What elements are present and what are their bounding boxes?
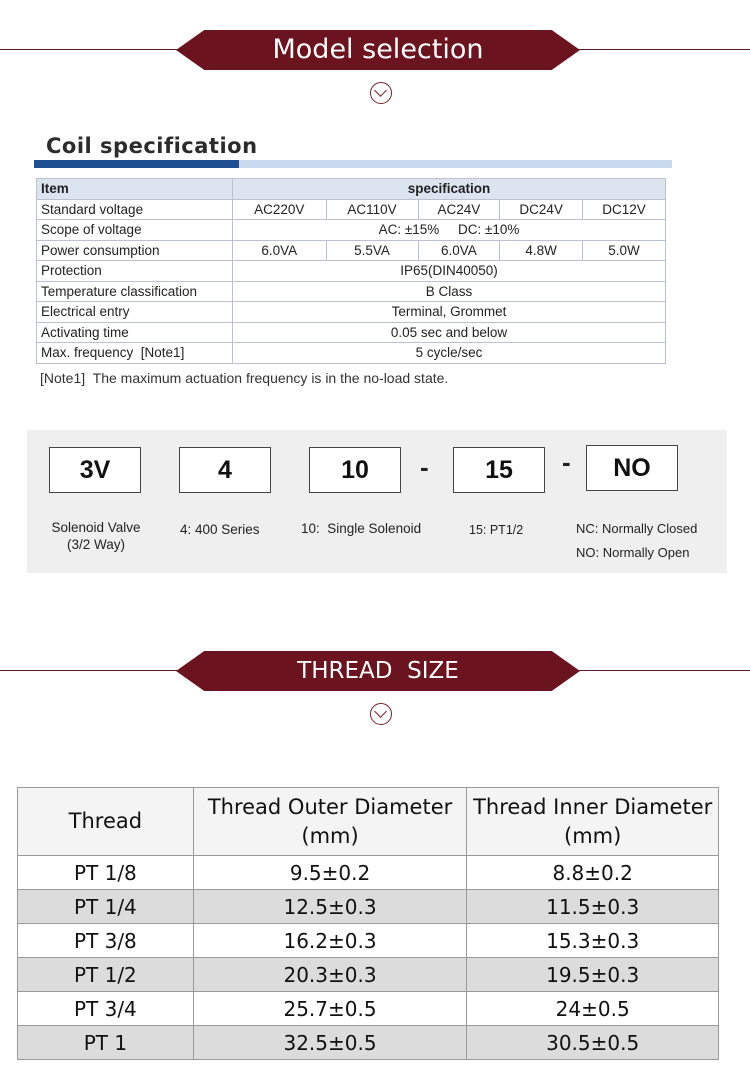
- header-item: Item: [37, 179, 233, 200]
- cell-outer: 25.7±0.5: [193, 992, 467, 1026]
- section-banner-thread-size: [0, 651, 750, 691]
- thread-size-table: [17, 787, 719, 1060]
- row-label: Max. frequency [Note1]: [37, 343, 233, 364]
- cell: AC220V: [233, 199, 327, 220]
- cell-inner: 11.5±0.3: [467, 890, 719, 924]
- code-box-series: 4: [179, 447, 271, 493]
- cell: 5 cycle/sec: [233, 343, 666, 364]
- desc-type: [45, 520, 147, 552]
- table-row: [18, 992, 719, 1026]
- cell-outer: 20.3±0.3: [193, 958, 467, 992]
- desc-nc: NC: Normally Closed: [576, 521, 698, 536]
- section-title: Model selection: [272, 34, 484, 65]
- table-header-row: [18, 788, 719, 856]
- table-row: [37, 302, 666, 323]
- table-row: [37, 240, 666, 261]
- cell-outer: 9.5±0.2: [193, 856, 467, 890]
- cell-thread: PT 3/4: [18, 992, 194, 1026]
- cell: 5.0W: [583, 240, 666, 261]
- coil-spec-table: [36, 178, 666, 364]
- cell: IP65(DIN40050): [233, 261, 666, 282]
- cell-thread: PT 1/8: [18, 856, 194, 890]
- desc-type-line1: Solenoid Valve: [51, 520, 141, 535]
- cell-thread: PT 1: [18, 1026, 194, 1060]
- cell: DC12V: [583, 199, 666, 220]
- header-outer-diameter: [193, 788, 467, 856]
- table-row: [37, 343, 666, 364]
- cell-inner: 15.3±0.3: [467, 924, 719, 958]
- cell: 5.5VA: [326, 240, 418, 261]
- table-header-row: [37, 179, 666, 200]
- cell-outer: 32.5±0.5: [193, 1026, 467, 1060]
- coil-spec-title: Coil specification: [46, 134, 258, 158]
- header-thread: Thread: [18, 788, 194, 856]
- cell: Terminal, Grommet: [233, 302, 666, 323]
- row-label: Activating time: [37, 322, 233, 343]
- coil-title-underline: [34, 160, 672, 168]
- header-inner-line1: Thread Inner Diameter: [473, 794, 713, 819]
- model-code-panel: [27, 430, 727, 573]
- desc-solenoid: 10: Single Solenoid: [301, 521, 422, 536]
- table-row: [37, 220, 666, 241]
- cell: AC24V: [418, 199, 500, 220]
- cell-inner: 19.5±0.3: [467, 958, 719, 992]
- cell-thread: PT 3/8: [18, 924, 194, 958]
- cell: AC: ±15% DC: ±10%: [233, 220, 666, 241]
- cell: 6.0VA: [418, 240, 500, 261]
- code-separator: -: [420, 452, 429, 482]
- row-label: Standard voltage: [37, 199, 233, 220]
- header-inner-line2: (mm): [564, 823, 622, 848]
- cell-thread: PT 1/4: [18, 890, 194, 924]
- chevron-down-icon[interactable]: [370, 82, 392, 104]
- table-row: [37, 281, 666, 302]
- desc-no: NO: Normally Open: [576, 545, 690, 560]
- section-banner-model-selection: [0, 30, 750, 70]
- row-label: Scope of voltage: [37, 220, 233, 241]
- header-outer-line2: (mm): [301, 823, 359, 848]
- table-row: [18, 890, 719, 924]
- cell-inner: 30.5±0.5: [467, 1026, 719, 1060]
- code-box-type: 3V: [49, 447, 141, 493]
- row-label: Power consumption: [37, 240, 233, 261]
- table-row: [18, 856, 719, 890]
- section-title: THREAD SIZE: [297, 658, 459, 684]
- code-box-contact: NO: [586, 445, 678, 491]
- banner-line-right: [550, 49, 750, 50]
- cell-thread: PT 1/2: [18, 958, 194, 992]
- cell: DC24V: [500, 199, 583, 220]
- cell-outer: 16.2±0.3: [193, 924, 467, 958]
- banner-line-right: [550, 670, 750, 671]
- row-label: Temperature classification: [37, 281, 233, 302]
- table-row: [37, 199, 666, 220]
- header-specification: specification: [233, 179, 666, 200]
- cell: B Class: [233, 281, 666, 302]
- row-label: Protection: [37, 261, 233, 282]
- table-row: [18, 1026, 719, 1060]
- cell-inner: 24±0.5: [467, 992, 719, 1026]
- cell: 4.8W: [500, 240, 583, 261]
- table-row: [37, 322, 666, 343]
- cell: 6.0VA: [233, 240, 327, 261]
- desc-series: 4: 400 Series: [180, 522, 260, 537]
- chevron-down-icon[interactable]: [370, 703, 392, 725]
- code-separator: -: [562, 447, 571, 477]
- table-row: [18, 958, 719, 992]
- cell-inner: 8.8±0.2: [467, 856, 719, 890]
- code-box-port: 15: [453, 447, 545, 493]
- cell: AC110V: [326, 199, 418, 220]
- code-box-solenoid: 10: [309, 447, 401, 493]
- cell: 0.05 sec and below: [233, 322, 666, 343]
- desc-type-line2: (3/2 Way): [66, 537, 125, 552]
- coil-note: [Note1] The maximum actuation frequency is in the no-load state.: [40, 370, 449, 386]
- banner-line-left: [0, 49, 200, 50]
- table-row: [37, 261, 666, 282]
- table-row: [18, 924, 719, 958]
- header-inner-diameter: [467, 788, 719, 856]
- row-label: Electrical entry: [37, 302, 233, 323]
- header-outer-line1: Thread Outer Diameter: [207, 794, 453, 819]
- banner-line-left: [0, 670, 200, 671]
- desc-port: 15: PT1/2: [469, 523, 524, 537]
- cell-outer: 12.5±0.3: [193, 890, 467, 924]
